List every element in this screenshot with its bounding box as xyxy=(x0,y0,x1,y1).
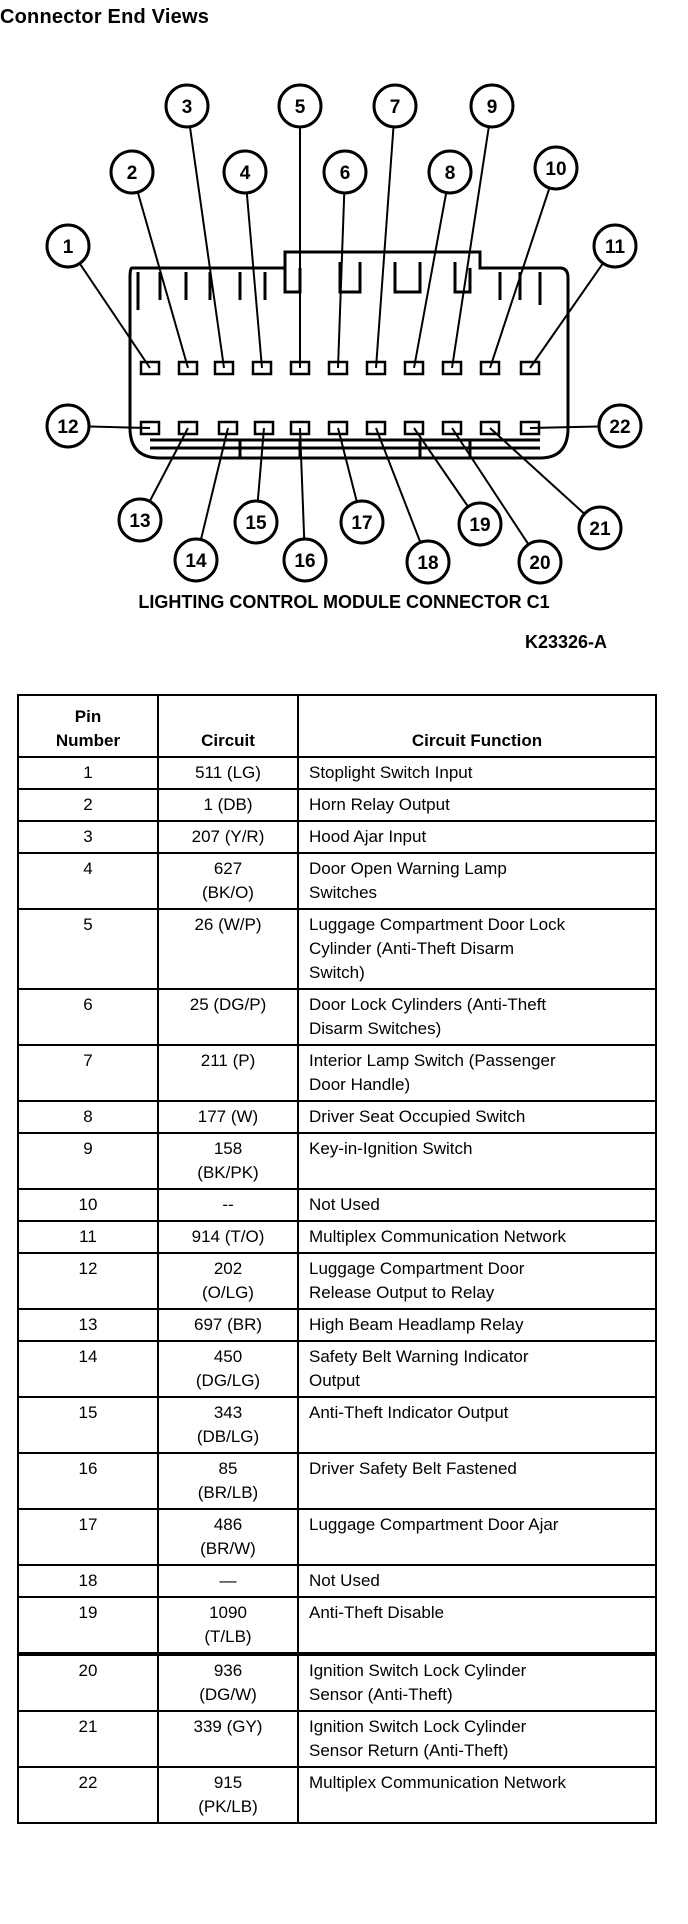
pin-callout-label-9: 9 xyxy=(486,97,498,118)
table-row xyxy=(18,1045,656,1101)
table-row xyxy=(18,1221,656,1253)
circuit-cell: 177 (W) xyxy=(158,1101,298,1133)
pin-number-cell: 3 xyxy=(18,821,158,853)
pin-number-cell: 15 xyxy=(18,1397,158,1453)
circuit-function-cell: Not Used xyxy=(298,1565,656,1597)
pin-number-cell: 22 xyxy=(18,1767,158,1823)
circuit-function-cell: Multiplex Communication Network xyxy=(298,1767,656,1823)
circuit-function-cell: Hood Ajar Input xyxy=(298,821,656,853)
pin-callout-label-3: 3 xyxy=(181,97,193,118)
circuit-cell: 207 (Y/R) xyxy=(158,821,298,853)
circuit-cell: 85 (BR/LB) xyxy=(158,1453,298,1509)
circuit-cell: 486 (BR/W) xyxy=(158,1509,298,1565)
table-row xyxy=(18,1253,656,1309)
pin-number-cell: 14 xyxy=(18,1341,158,1397)
table-row xyxy=(18,1509,656,1565)
pin-number-cell: 4 xyxy=(18,853,158,909)
leader-line-16 xyxy=(300,428,304,538)
pin-callout-label-6: 6 xyxy=(339,163,351,184)
circuit-cell: 511 (LG) xyxy=(158,757,298,789)
table-row xyxy=(18,1654,656,1711)
table-row xyxy=(18,1565,656,1597)
circuit-function-cell: Luggage Compartment Door Lock Cylinder (Anti-Theft Disarm Switch) xyxy=(298,909,656,989)
pin-number-cell: 11 xyxy=(18,1221,158,1253)
header-circuit-function: Circuit Function xyxy=(298,695,656,757)
circuit-function-cell: Interior Lamp Switch (Passenger Door Handle) xyxy=(298,1045,656,1101)
circuit-cell: 450 (DG/LG) xyxy=(158,1341,298,1397)
table-row xyxy=(18,909,656,989)
pin-callout-label-20: 20 xyxy=(529,553,551,574)
pin-number-cell: 10 xyxy=(18,1189,158,1221)
circuit-cell: 25 (DG/P) xyxy=(158,989,298,1045)
table-row xyxy=(18,1767,656,1823)
circuit-cell: — xyxy=(158,1565,298,1597)
pin-callout-label-4: 4 xyxy=(239,163,251,184)
diagram-code: K23326-A xyxy=(525,632,608,652)
circuit-function-cell: Anti-Theft Disable xyxy=(298,1597,656,1654)
circuit-cell: 1 (DB) xyxy=(158,789,298,821)
pin-number-cell: 1 xyxy=(18,757,158,789)
header-circuit: Circuit xyxy=(158,695,298,757)
pin-number-cell: 16 xyxy=(18,1453,158,1509)
circuit-cell: 936 (DG/W) xyxy=(158,1654,298,1711)
pin-callout-label-17: 17 xyxy=(351,513,373,534)
table-row xyxy=(18,1309,656,1341)
pin-callout-label-21: 21 xyxy=(589,519,611,540)
circuit-function-cell: High Beam Headlamp Relay xyxy=(298,1309,656,1341)
header-pin-number: Pin Number xyxy=(18,695,158,757)
circuit-cell: 158 (BK/PK) xyxy=(158,1133,298,1189)
table-row xyxy=(18,757,656,789)
pin-callout-label-16: 16 xyxy=(294,551,316,572)
circuit-cell: 627 (BK/O) xyxy=(158,853,298,909)
pin-number-cell: 17 xyxy=(18,1509,158,1565)
page-title: Connector End Views xyxy=(0,6,210,28)
pin-callout-label-22: 22 xyxy=(609,417,631,438)
pin-number-cell: 2 xyxy=(18,789,158,821)
leader-line-1 xyxy=(80,264,150,368)
connector-diagram xyxy=(0,0,688,590)
circuit-cell: 202 (O/LG) xyxy=(158,1253,298,1309)
pin-table xyxy=(17,694,657,1824)
circuit-cell: 914 (T/O) xyxy=(158,1221,298,1253)
pin-callout-label-2: 2 xyxy=(126,163,138,184)
circuit-cell: 915 (PK/LB) xyxy=(158,1767,298,1823)
pin-callout-label-15: 15 xyxy=(245,513,267,534)
circuit-function-cell: Ignition Switch Lock Cylinder Sensor (Anti-Theft) xyxy=(298,1654,656,1711)
pin-callout-label-5: 5 xyxy=(294,97,306,118)
pin-callout-label-7: 7 xyxy=(389,97,401,118)
pin-number-cell: 7 xyxy=(18,1045,158,1101)
circuit-function-cell: Key-in-Ignition Switch xyxy=(298,1133,656,1189)
pin-number-cell: 18 xyxy=(18,1565,158,1597)
diagram-caption: LIGHTING CONTROL MODULE CONNECTOR C1 xyxy=(138,592,550,612)
pin-number-cell: 8 xyxy=(18,1101,158,1133)
circuit-function-cell: Stoplight Switch Input xyxy=(298,757,656,789)
table-row xyxy=(18,1133,656,1189)
pin-number-cell: 13 xyxy=(18,1309,158,1341)
table-row xyxy=(18,1711,656,1767)
table-row xyxy=(18,1101,656,1133)
leader-line-4 xyxy=(247,194,262,368)
pin-number-cell: 12 xyxy=(18,1253,158,1309)
pin-callout-label-19: 19 xyxy=(469,515,491,536)
circuit-function-cell: Not Used xyxy=(298,1189,656,1221)
leader-line-2 xyxy=(138,193,188,368)
circuit-cell: 697 (BR) xyxy=(158,1309,298,1341)
circuit-function-cell: Driver Seat Occupied Switch xyxy=(298,1101,656,1133)
table-row xyxy=(18,989,656,1045)
pin-callout-label-18: 18 xyxy=(417,553,439,574)
table-row xyxy=(18,1341,656,1397)
pin-callout-label-14: 14 xyxy=(185,551,207,572)
circuit-function-cell: Multiplex Communication Network xyxy=(298,1221,656,1253)
circuit-function-cell: Ignition Switch Lock Cylinder Sensor Return (Anti-Theft) xyxy=(298,1711,656,1767)
circuit-cell: -- xyxy=(158,1189,298,1221)
table-header-row xyxy=(18,695,656,757)
leader-line-3 xyxy=(190,128,224,368)
leader-line-14 xyxy=(201,428,228,539)
circuit-cell: 343 (DB/LG) xyxy=(158,1397,298,1453)
circuit-function-cell: Door Open Warning Lamp Switches xyxy=(298,853,656,909)
circuit-function-cell: Luggage Compartment Door Ajar xyxy=(298,1509,656,1565)
pin-callout-label-1: 1 xyxy=(62,237,74,258)
circuit-function-cell: Driver Safety Belt Fastened xyxy=(298,1453,656,1509)
circuit-function-cell: Safety Belt Warning Indicator Output xyxy=(298,1341,656,1397)
pin-number-cell: 20 xyxy=(18,1654,158,1711)
circuit-cell: 339 (GY) xyxy=(158,1711,298,1767)
table-row xyxy=(18,1189,656,1221)
pin-number-cell: 6 xyxy=(18,989,158,1045)
table-row xyxy=(18,853,656,909)
circuit-function-cell: Luggage Compartment Door Release Output to Relay xyxy=(298,1253,656,1309)
circuit-cell: 26 (W/P) xyxy=(158,909,298,989)
circuit-function-cell: Door Lock Cylinders (Anti-Theft Disarm Switches) xyxy=(298,989,656,1045)
circuit-cell: 1090 (T/LB) xyxy=(158,1597,298,1654)
table-row xyxy=(18,821,656,853)
pin-callout-label-13: 13 xyxy=(129,511,151,532)
pin-callout-label-11: 11 xyxy=(604,237,626,258)
table-row xyxy=(18,1597,656,1654)
pin-callout-label-8: 8 xyxy=(444,163,456,184)
leader-line-7 xyxy=(376,128,393,368)
pin-number-cell: 19 xyxy=(18,1597,158,1654)
pin-number-cell: 9 xyxy=(18,1133,158,1189)
pin-number-cell: 21 xyxy=(18,1711,158,1767)
pin-callout-label-12: 12 xyxy=(57,417,79,438)
table-row xyxy=(18,1453,656,1509)
table-row xyxy=(18,1397,656,1453)
pin-number-cell: 5 xyxy=(18,909,158,989)
table-row xyxy=(18,789,656,821)
circuit-function-cell: Horn Relay Output xyxy=(298,789,656,821)
circuit-cell: 211 (P) xyxy=(158,1045,298,1101)
pin-callout-label-10: 10 xyxy=(545,159,567,180)
circuit-function-cell: Anti-Theft Indicator Output xyxy=(298,1397,656,1453)
